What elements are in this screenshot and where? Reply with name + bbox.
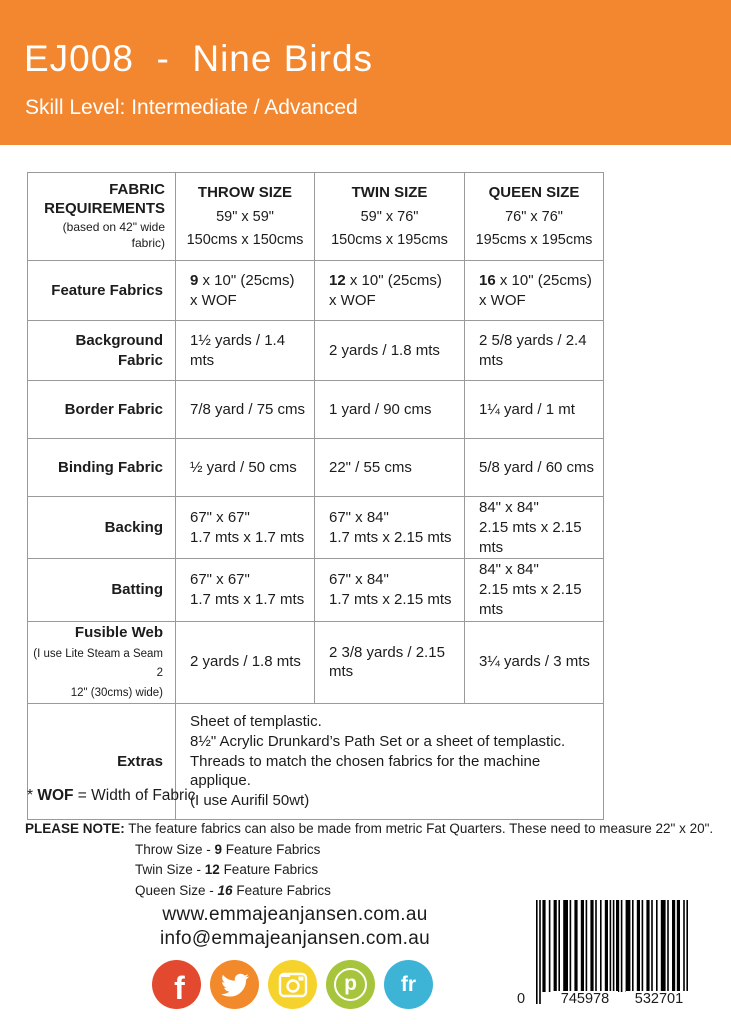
binding-queen-value: 5/8 yard / 60 cms	[465, 439, 604, 497]
fusible-web-label: Fusible Web (I use Lite Steam a Seam 2 12" (30cms) wide)	[28, 621, 176, 703]
twin-size-inches: 59" x 76"	[360, 208, 419, 225]
batting-row	[28, 559, 604, 621]
throw-size-cms: 150cms x 150cms	[186, 231, 304, 248]
border-throw-value: 7/8 yard / 75 cms	[176, 381, 315, 439]
please-note	[25, 820, 715, 899]
queen-size-header	[465, 173, 604, 261]
header-banner	[0, 0, 731, 145]
batting-queen-value: 84" x 84" 2.15 mts x 2.15 mts	[465, 559, 604, 621]
flickr-icon: fr	[384, 960, 433, 1009]
background-queen-value: 2 5/8 yards / 2.4 mts	[465, 321, 604, 381]
extras-label: Extras	[28, 703, 176, 819]
table-header-row	[28, 173, 604, 261]
backing-throw-value: 67" x 67" 1.7 mts x 1.7 mts	[176, 497, 315, 559]
pinterest-icon: p	[326, 960, 375, 1009]
queen-size-inches: 76" x 76"	[505, 208, 563, 225]
background-throw-value: 1½ yards / 1.4 mts	[176, 321, 315, 381]
background-fabric-row	[28, 321, 604, 381]
please-note-list	[135, 841, 715, 900]
corner-line2: REQUIREMENTS	[44, 199, 165, 217]
feature-queen-qty: 16	[479, 271, 496, 289]
upc-barcode: 0 745978 532701	[514, 894, 704, 1018]
border-fabric-label: Border Fabric	[28, 381, 176, 439]
extras-value: Sheet of templastic. 8½" Acrylic Drunkard’s Path Set or a sheet of templastic. Threads to match the chosen fabrics for the machine applique. (I use Aurifil 50wt)	[176, 703, 604, 819]
fusible-twin-value: 2 3/8 yards / 2.15 mts	[315, 621, 465, 703]
feature-fabrics-label: Feature Fabrics	[28, 261, 176, 321]
batting-twin-value: 67" x 84" 1.7 mts x 2.15 mts	[315, 559, 465, 621]
throw-size-title: THROW SIZE	[197, 183, 293, 201]
social-icons-row	[152, 960, 433, 1009]
backing-twin-value: 67" x 84" 1.7 mts x 2.15 mts	[315, 497, 465, 559]
border-twin-value: 1 yard / 90 cms	[315, 381, 465, 439]
fusible-web-row	[28, 621, 604, 703]
backing-label: Backing	[28, 497, 176, 559]
note-line-twin: Twin Size - 12 Feature Fabrics	[135, 862, 319, 878]
corner-cell	[28, 173, 176, 261]
please-note-text: The feature fabrics can also be made from metric Fat Quarters. These need to measure 22" x 20".	[124, 821, 714, 836]
twin-size-header	[315, 173, 465, 261]
fusible-throw-value: 2 yards / 1.8 mts	[176, 621, 315, 703]
barcode-bars	[536, 900, 688, 1004]
wof-footnote: * WOF = Width of Fabric	[27, 787, 196, 804]
border-queen-value: 1¼ yard / 1 mt	[465, 381, 604, 439]
background-twin-value: 2 yards / 1.8 mts	[315, 321, 465, 381]
fusible-note-line1: (I use Lite Steam a Seam 2	[33, 647, 163, 680]
fusible-queen-value: 3¼ yards / 3 mts	[465, 621, 604, 703]
backing-row	[28, 497, 604, 559]
feature-twin-value: 12 x 10" (25cms) x WOF	[315, 261, 465, 321]
contact-block	[140, 903, 450, 951]
facebook-icon: f	[152, 960, 201, 1009]
feature-throw-qty: 9	[190, 271, 199, 289]
email-address: info@emmajeanjansen.com.au	[159, 927, 430, 949]
feature-throw-value: 9 x 10" (25cms) x WOF	[176, 261, 315, 321]
website-url: www.emmajeanjansen.com.au	[162, 904, 428, 925]
twitter-icon	[210, 960, 259, 1009]
corner-note: (based on 42" wide fabric)	[62, 220, 165, 251]
twin-size-cms: 150cms x 195cms	[331, 231, 448, 248]
binding-fabric-label: Binding Fabric	[28, 439, 176, 497]
fabric-requirements-table	[27, 172, 604, 820]
instagram-icon	[268, 960, 317, 1009]
pattern-title: EJ008 - Nine Birds	[24, 38, 374, 79]
queen-size-title: QUEEN SIZE	[488, 183, 580, 201]
twin-size-title: TWIN SIZE	[351, 183, 428, 201]
note-line-throw: Throw Size - 9 Feature Fabrics	[135, 841, 321, 857]
throw-size-inches: 59" x 59"	[216, 208, 274, 225]
feature-fabrics-row	[28, 261, 604, 321]
queen-size-cms: 195cms x 195cms	[475, 231, 593, 248]
batting-throw-value: 67" x 67" 1.7 mts x 1.7 mts	[176, 559, 315, 621]
please-note-label: PLEASE NOTE:	[25, 821, 125, 836]
corner-line1: FABRIC	[109, 180, 165, 198]
border-fabric-row	[28, 381, 604, 439]
fusible-note-line2: 12" (30cms) wide)	[70, 687, 163, 700]
feature-twin-qty: 12	[329, 271, 346, 289]
batting-label: Batting	[28, 559, 176, 621]
binding-throw-value: ½ yard / 50 cms	[176, 439, 315, 497]
skill-level: Skill Level: Intermediate / Advanced	[25, 96, 358, 119]
feature-queen-value: 16 x 10" (25cms) x WOF	[465, 261, 604, 321]
binding-twin-value: 22" / 55 cms	[315, 439, 465, 497]
throw-size-header	[176, 173, 315, 261]
binding-fabric-row	[28, 439, 604, 497]
note-line-queen: Queen Size - 16 Feature Fabrics	[135, 882, 331, 898]
backing-queen-value: 84" x 84" 2.15 mts x 2.15 mts	[465, 497, 604, 559]
background-fabric-label: Background Fabric	[28, 321, 176, 381]
